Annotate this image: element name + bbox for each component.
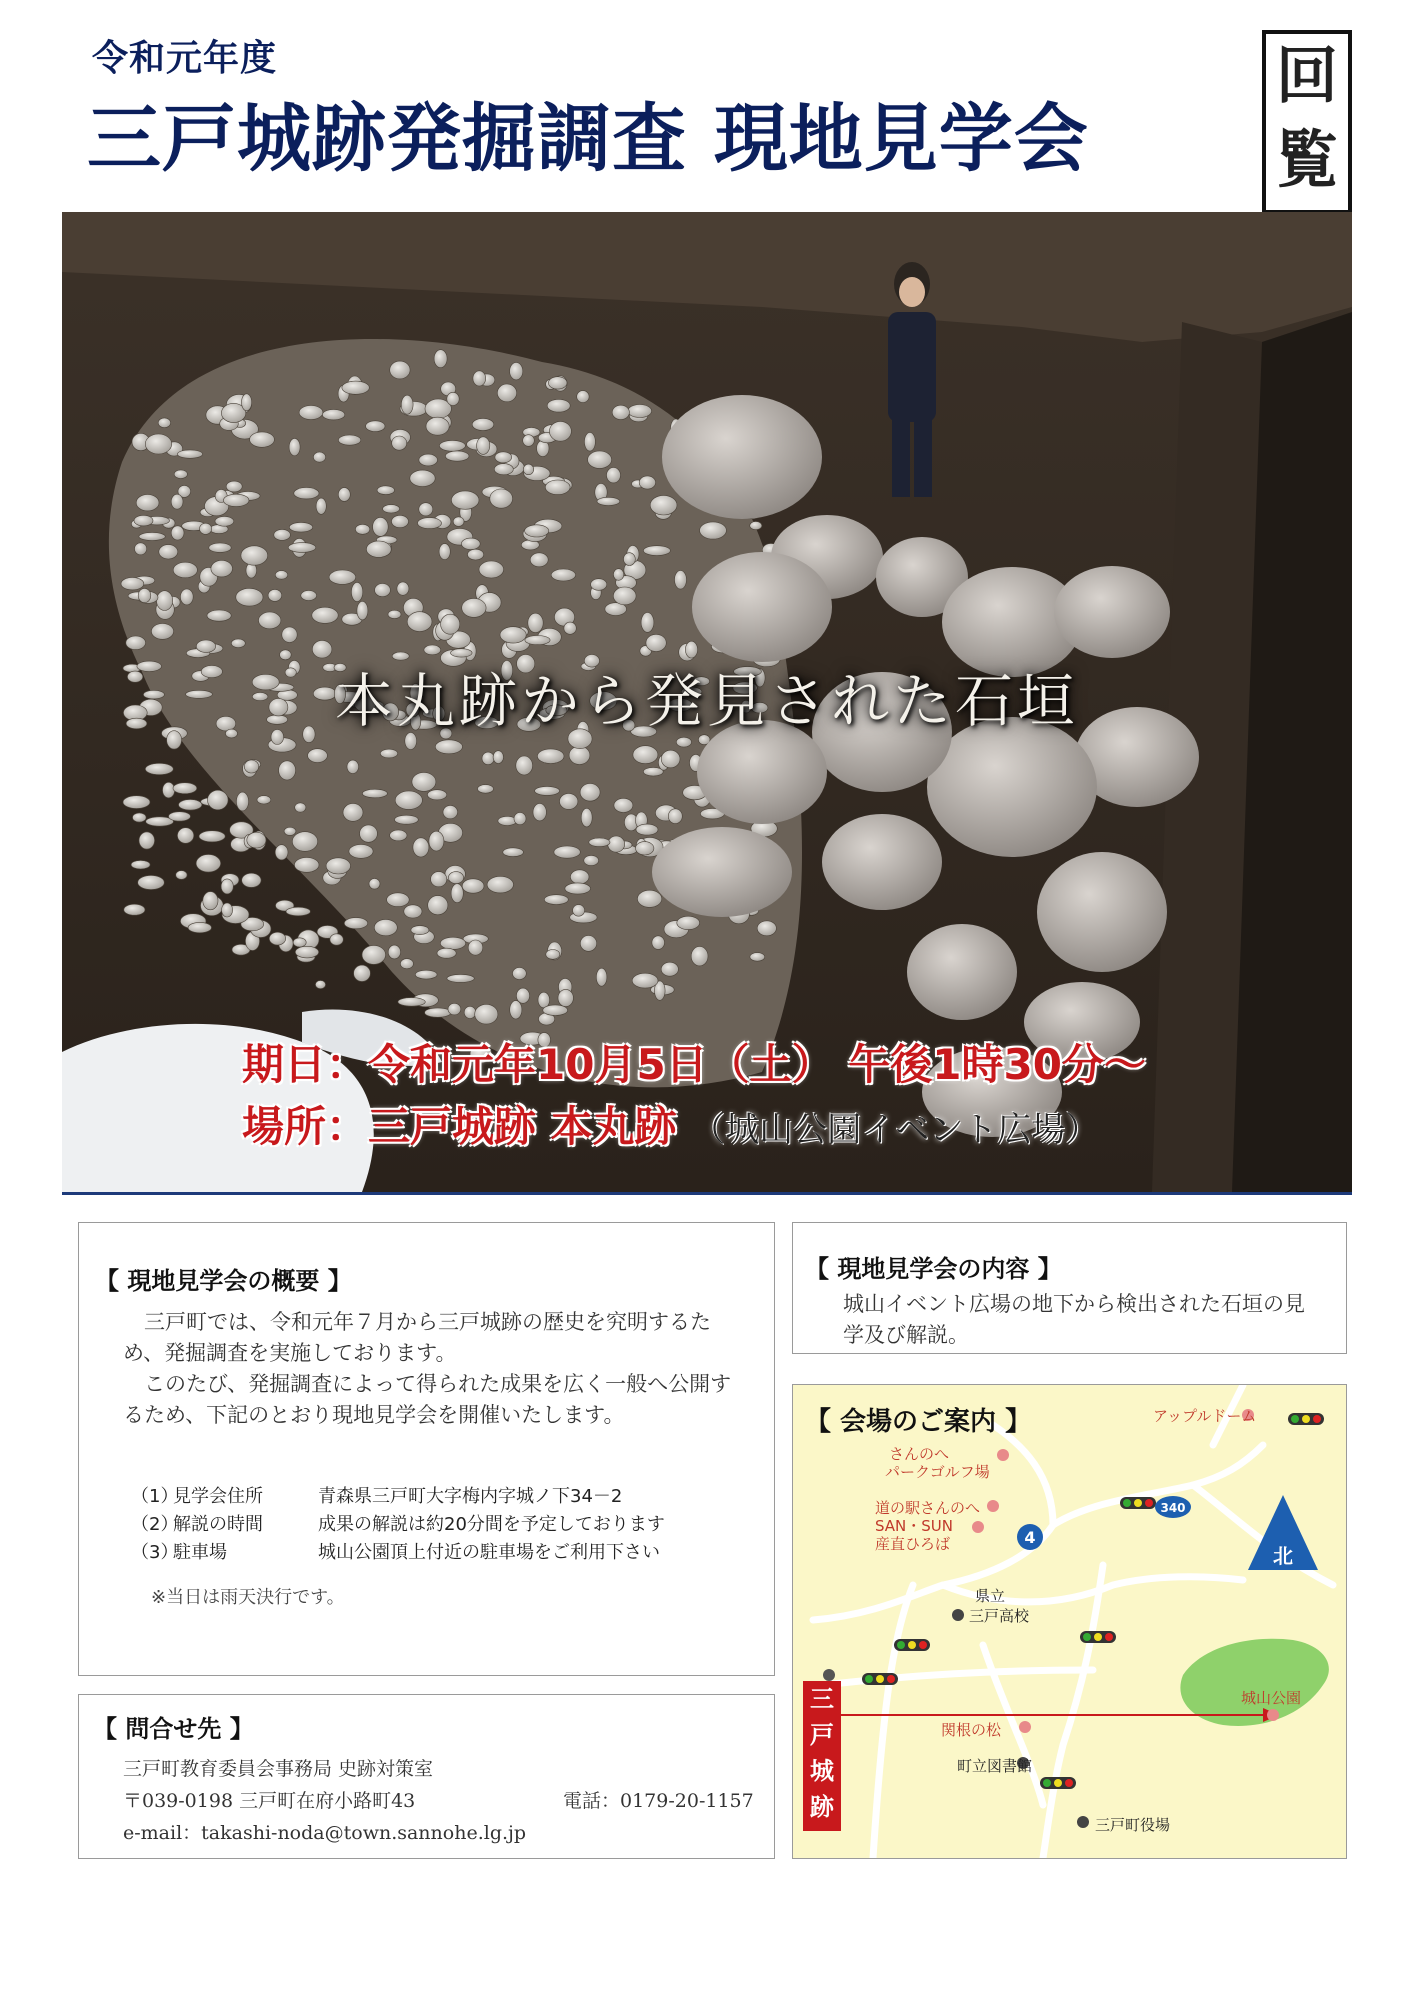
label-golf-2: パークゴルフ場 [885,1463,990,1481]
content-box [792,1222,1347,1354]
label-sekine-pine: 関根の松 [941,1721,1002,1739]
excavation-photo [62,212,1352,1192]
circulation-stamp [1262,30,1352,214]
north-arrow-icon [1248,1495,1318,1570]
svg-text:4: 4 [1024,1528,1036,1547]
svg-text:北: 北 [1273,1544,1293,1568]
castle-site-label [803,1681,841,1831]
contact-office: 三戸町教育委員会事務局 史跡対策室 [123,1758,434,1780]
map-drawing [793,1385,1346,1858]
detail-number: （1） [131,1486,179,1507]
detail-label: 解説の時間 [173,1514,263,1535]
detail-number: （3） [131,1542,179,1563]
fiscal-year: 令和元年度 [92,38,278,79]
detail-time [131,1511,771,1539]
label-library: 町立図書館 [957,1757,1033,1775]
label-michinoeki: 道の駅さんのへ [875,1499,981,1517]
circulation-char-1: 回 [1275,39,1338,112]
label-golf-1: さんのへ [889,1445,950,1463]
rain-note: ※当日は雨天決行です。 [151,1587,345,1608]
route-4-sign [1017,1524,1043,1550]
castle-label-char: 戸 [810,1721,834,1749]
event-place-main: 場所：三戸城跡 本丸跡 [242,1102,677,1151]
header [62,22,1352,212]
svg-text:340: 340 [1160,1501,1186,1515]
castle-label-char: 跡 [810,1793,834,1821]
divider [62,1192,1352,1195]
page-title: 三戸城跡発掘調査 現地見学会 [87,96,1089,182]
event-place [242,1094,1099,1154]
label-apple-dome: アップルドーム [1153,1407,1257,1425]
event-place-sub: （城山公園イベント広場） [691,1110,1100,1150]
label-town-hall: 三戸町役場 [1095,1816,1171,1834]
contact-box [78,1694,775,1859]
label-sansun-1: SAN・SUN [875,1517,954,1535]
overview-heading: 【 現地見学会の概要 】 [95,1267,352,1295]
overview-details-list [131,1483,771,1567]
photo-caption: 本丸跡から発見された石垣 [334,667,1079,735]
map-heading: 【 会場のご案内 】 [805,1407,1032,1437]
detail-value: 成果の解説は約20分間を予定しております [318,1514,665,1535]
route-340-sign [1155,1496,1191,1518]
event-date: 期日：令和元年10月5日（土） 午後1時30分～ [242,1040,1146,1089]
label-school-1: 県立 [975,1587,1006,1605]
detail-value: 青森県三戸町大字梅内字城ノ下34－2 [318,1486,623,1507]
detail-number: （2） [131,1514,179,1535]
contact-email[interactable]: e-mail：takashi-noda@town.sannohe.lg.jp [123,1822,527,1844]
detail-value: 城山公園頂上付近の駐車場をご利用下さい [318,1542,660,1563]
overview-paragraph-1: 三戸町では、令和元年７月から三戸城跡の歴史を究明するため、発掘調査を実施しております。 [123,1310,711,1365]
detail-parking [131,1539,771,1567]
detail-label: 見学会住所 [173,1486,263,1507]
overview-box [78,1222,775,1676]
castle-label-char: 城 [810,1757,834,1785]
castle-label-char: 三 [810,1685,834,1713]
contact-details [123,1753,763,1849]
content-heading: 【 現地見学会の内容 】 [805,1255,1062,1283]
content-text: 城山イベント広場の地下から検出された石垣の見学及び解説。 [843,1292,1305,1347]
contact-heading: 【 問合せ先 】 [93,1715,254,1743]
label-shiroyama-park: 城山公園 [1241,1689,1302,1707]
detail-label: 駐車場 [173,1542,227,1563]
detail-address [131,1483,771,1511]
contact-phone: 電話：0179-20-1157 [563,1790,754,1812]
label-sansun-2: 産直ひろば [875,1535,951,1553]
overview-paragraph-2: このたび、発掘調査によって得られた成果を広く一般へ公開するため、下記のとおり現地見学会を開催いたします。 [123,1372,732,1427]
circulation-char-2: 覧 [1275,123,1338,196]
contact-address: 〒039-0198 三戸町在府小路町43 [123,1790,416,1812]
venue-map [792,1384,1347,1859]
label-school-2: 三戸高校 [969,1607,1030,1625]
